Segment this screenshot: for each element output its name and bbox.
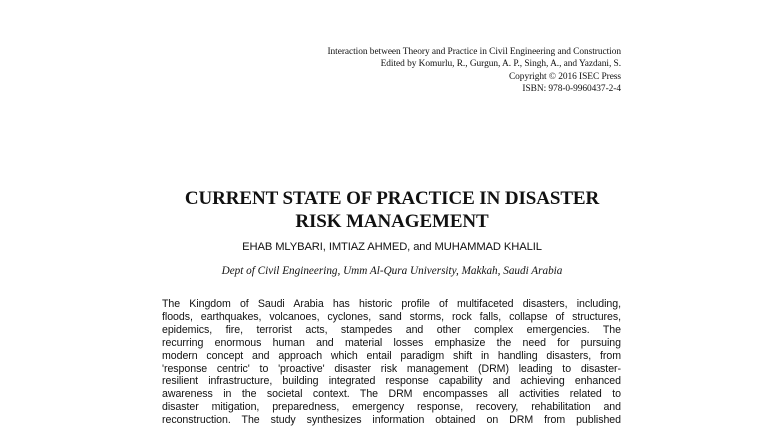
paper-affiliation: Dept of Civil Engineering, Umm Al-Qura University, Makkah, Saudi Arabia <box>221 265 563 277</box>
header-line-isbn: ISBN: 978-0-9960437-2-4 <box>522 84 621 95</box>
abstract-line: 'response centric' to 'proactive' disaster risk management (DRM) leading to disaster- <box>162 362 621 375</box>
abstract-line: epidemics, fire, terrorist acts, stampedes and other complex emergencies. The <box>162 323 621 336</box>
header-line-copyright: Copyright © 2016 ISEC Press <box>508 71 621 82</box>
abstract-line: reconstruction. The study synthesizes information obtained on DRM from published <box>162 414 621 427</box>
abstract-line: recurring enormous human and material losses emphasize the need for pursuing <box>162 336 621 349</box>
header-line-editors: Edited by Komurlu, R., Gurgun, A. P., Singh, A., and Yazdani, S. <box>380 59 621 70</box>
abstract-line: resilient infrastructure, building integrated response capability and achieving enhanced <box>162 375 621 388</box>
title-line-1: CURRENT STATE OF PRACTICE IN DISASTER <box>184 188 600 209</box>
abstract-line: The Kingdom of Saudi Arabia has historic profile of multifaceted disasters, including, <box>162 298 621 310</box>
header-line-proceedings: Interaction between Theory and Practice in Civil Engineering and Construction <box>327 47 621 57</box>
paper-title <box>150 187 634 233</box>
publication-header <box>280 46 621 96</box>
abstract-body <box>162 298 621 427</box>
abstract-line: floods, earthquakes, volcanoes, cyclones, sand storms, rock falls, collapse of structures, <box>162 310 621 323</box>
paper-authors: EHAB MLYBARI, IMTIAZ AHMED, and MUHAMMAD KHALIL <box>242 241 542 253</box>
abstract-line: modern concept and approach which entail paradigm shift in handling disasters, from <box>162 349 621 362</box>
title-line-2: RISK MANAGEMENT <box>295 211 489 232</box>
abstract-line: disaster mitigation, preparedness, emergency response, recovery, rehabilitation and <box>162 401 621 414</box>
abstract-line: awareness in the societal context. The DRM encompasses all activities related to <box>162 388 621 401</box>
